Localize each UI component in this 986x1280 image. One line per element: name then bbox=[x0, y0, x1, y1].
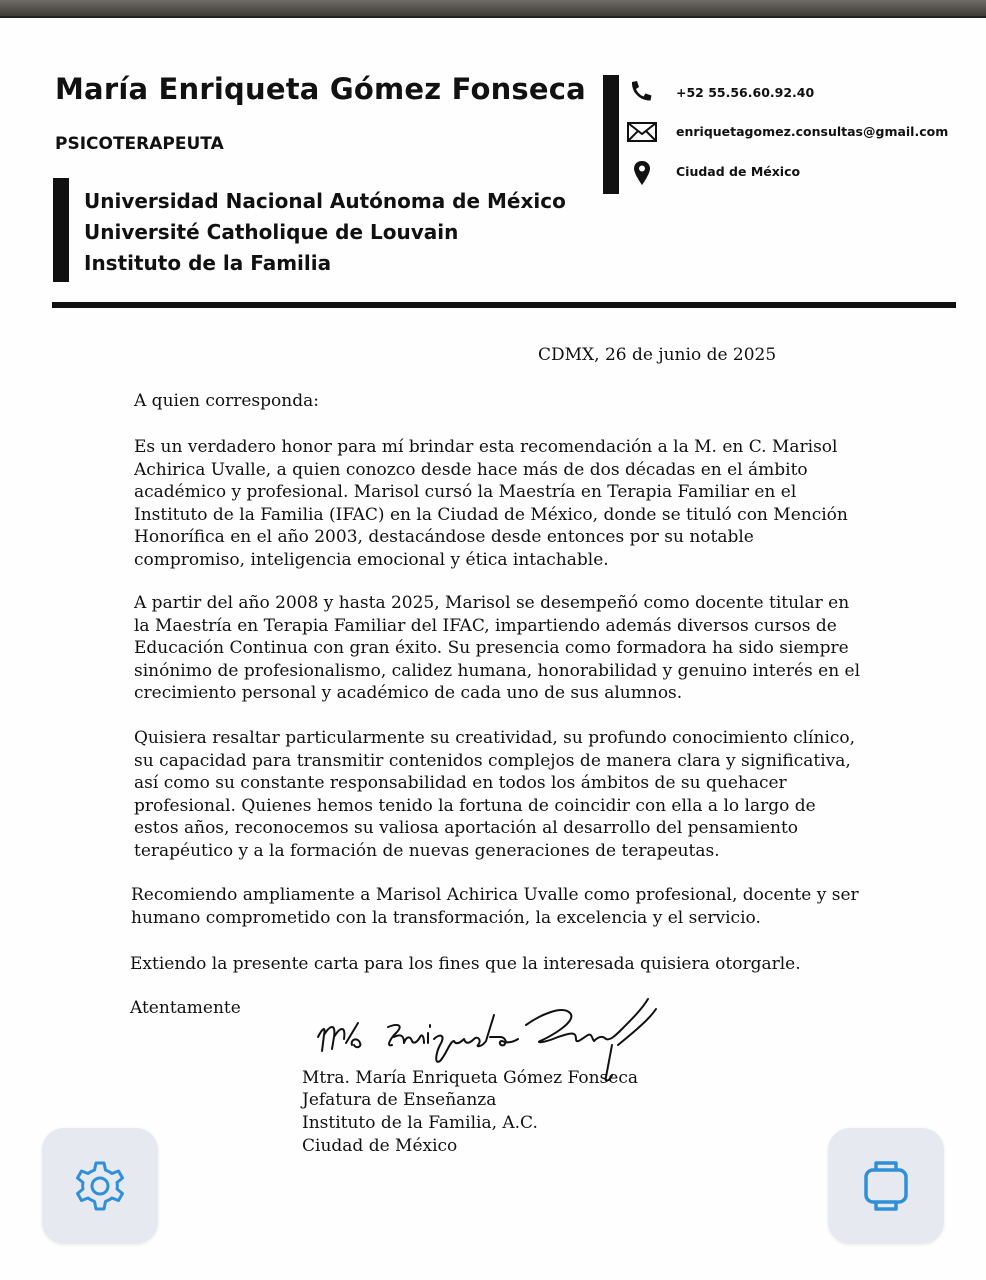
paragraph-2: A partir del año 2008 y hasta 2025, Marisol se desempeñó como docente titular en la Maestría en Terapia Familiar del IFAC, impartiendo además diversos cursos de Educación Continua con gran éxito. Su presencia como formadora ha sido siempre sinónimo de profesionalismo, calidez humana, honorabilidad y genuino interés en el crecimiento personal y académico de cada uno de sus alumnos. bbox=[134, 593, 861, 704]
signer-name: Mtra. María Enriqueta Gómez Fonseca bbox=[302, 1068, 638, 1088]
closing: Atentamente bbox=[130, 998, 241, 1018]
signer-institution: Instituto de la Familia, A.C. bbox=[302, 1113, 538, 1133]
paragraph-1: Es un verdadero honor para mí brindar esta recomendación a la M. en C. Marisol Achirica Uvalle, a quien conozco desde hace más de dos décadas en el ámbito académico y profesional. Marisol cursó la Maestría en Terapia Familiar en el Instituto de la Familia (IFAC) en la Ciudad de México, donde se tituló con Mención Honorífica en el año 2003, destacándose desde entonces por su notable compromiso, inteligencia emocional y ética intachable. bbox=[134, 437, 848, 570]
phone-icon bbox=[626, 79, 658, 105]
location-pin-icon bbox=[626, 160, 658, 186]
institution-unam: Universidad Nacional Autónoma de México bbox=[84, 189, 566, 213]
crop-frame-icon bbox=[856, 1156, 916, 1216]
institution-ifac: Instituto de la Familia bbox=[84, 251, 332, 275]
paragraph-3: Quisiera resaltar particularmente su creatividad, su profundo conocimiento clínico, su capacidad para transmitir contenidos complejos de manera clara y significativa, así como su constante responsabilidad en todos los ámbitos de su quehacer profesional. Quienes hemos tenido la fortuna de coincidir con ella a lo largo de estos años, reconocemos su valiosa aportación al desarrollo del pensamiento terapéutico y a la formación de nuevas generaciones de terapeutas. bbox=[134, 728, 856, 861]
institution-louvain: Université Catholique de Louvain bbox=[84, 220, 459, 244]
contact-phone: +52 55.56.60.92.40 bbox=[676, 85, 815, 100]
contact-email: enriquetagomez.consultas@gmail.com bbox=[676, 124, 949, 139]
contact-accent-bar bbox=[603, 75, 619, 194]
top-edge-shadow bbox=[0, 0, 986, 18]
letter-date: CDMX, 26 de junio de 2025 bbox=[538, 345, 777, 365]
sender-name: María Enriqueta Gómez Fonseca bbox=[55, 72, 586, 106]
salutation: A quien corresponda: bbox=[134, 391, 319, 411]
mail-icon bbox=[626, 119, 658, 145]
paragraph-5: Extiendo la presente carta para los fines que la interesada quisiera otorgarle. bbox=[130, 954, 801, 974]
crop-frame-button[interactable] bbox=[828, 1128, 944, 1244]
signer-city: Ciudad de México bbox=[302, 1136, 458, 1156]
header-divider bbox=[52, 302, 956, 308]
paragraph-4: Recomiendo ampliamente a Marisol Achirica Uvalle como profesional, docente y ser humano comprometido con la transformación, la excelencia y el servicio. bbox=[131, 885, 859, 928]
institutions-accent-bar bbox=[53, 178, 69, 282]
gear-icon bbox=[70, 1156, 130, 1216]
signer-position: Jefatura de Enseñanza bbox=[302, 1090, 497, 1110]
sender-role: PSICOTERAPEUTA bbox=[55, 134, 224, 154]
settings-button[interactable] bbox=[42, 1128, 158, 1244]
contact-city: Ciudad de México bbox=[676, 164, 801, 179]
